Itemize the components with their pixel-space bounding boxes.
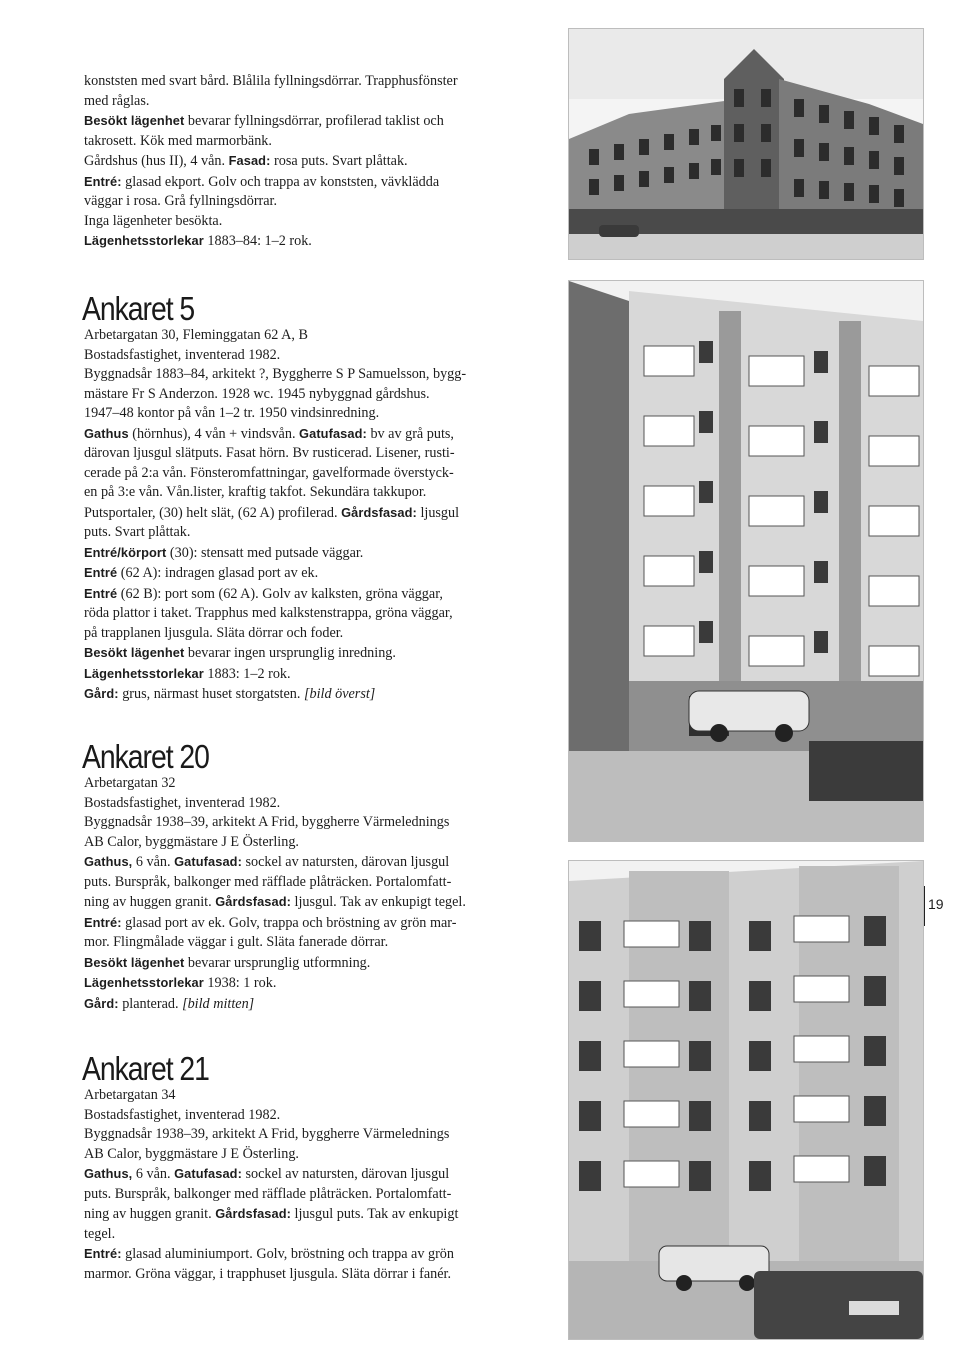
label: Besökt lägenhet	[84, 954, 185, 970]
text: glasad aluminiumport. Golv, bröstning och trappa av grön	[121, 1246, 454, 1262]
label: Lägenhetsstorlekar	[84, 665, 204, 681]
text: sockel av natursten, därovan ljusgul	[241, 1166, 450, 1182]
text-line: Arbetargatan 34	[84, 1087, 176, 1103]
text-line	[84, 1204, 522, 1225]
text-line	[84, 1244, 522, 1265]
text: ljusgul puts. Tak av enkupigt	[291, 1206, 459, 1222]
label: Gatufasad:	[299, 425, 367, 441]
label: Gårdsfasad:	[215, 1206, 291, 1221]
text-line: mästare Fr S Anderzon. 1928 wc. 1945 nybyggnad gårdshus.	[84, 385, 430, 402]
text-line	[84, 1164, 522, 1185]
section-body-ankaret-20	[84, 774, 522, 1014]
text: glasad ekport. Golv och trappa av konststen, vävklädda	[121, 173, 440, 190]
text: bevarar fyllningsdörrar, profilerad taklist och	[184, 113, 444, 129]
label: Gård:	[84, 995, 119, 1011]
text-line: Inga lägenheter besökta.	[84, 212, 223, 229]
text-line	[84, 892, 522, 913]
text-line: därovan ljusgul slätputs. Fasat hörn. Bv rusticerad. Lisener, rusti-	[84, 445, 455, 461]
text: (hörnhus), 4 vån + vindsvån.	[128, 425, 300, 442]
label: Entré	[84, 585, 118, 601]
photo-functionalist-building-1-image	[569, 281, 923, 841]
text-line	[84, 172, 522, 193]
text-line: puts. Burspråk, balkonger med räfflade plåträcken. Portalomfatt-	[84, 873, 452, 890]
text-line: Arbetargatan 30, Fleminggatan 62 A, B	[84, 327, 308, 343]
text-line: AB Calor, byggmästare J E Österling.	[84, 833, 299, 850]
text-line	[84, 584, 522, 605]
text-line: Bostadsfastighet, inventerad 1982.	[84, 794, 281, 811]
text-line	[84, 231, 522, 252]
text-line	[84, 643, 522, 664]
text-line: Bostadsfastighet, inventerad 1982.	[84, 1106, 281, 1123]
text-line	[84, 503, 522, 524]
text: planterad.	[118, 995, 183, 1012]
text-line	[84, 953, 522, 974]
section-heading-ankaret-20: Ankaret 20	[82, 738, 209, 775]
text: ning av huggen granit.	[84, 894, 216, 910]
photo-corner-building	[568, 28, 924, 260]
text-line: med råglas.	[84, 92, 150, 109]
label: Gårdsfasad:	[341, 504, 417, 520]
photo-functionalist-building-2-image	[569, 861, 923, 1339]
text-line: cerade på 2:a vån. Fönsteromfattningar, gavelformade överstyck-	[84, 464, 454, 481]
text: ljusgul. Tak av enkupigt tegel.	[291, 894, 466, 910]
photo-corner-building-image	[569, 29, 923, 259]
text-line: marmor. Gröna väggar, i trapphuset ljusgula. Släta dörrar i fanér.	[84, 1265, 452, 1282]
label: Gatufasad:	[174, 854, 242, 869]
text-line	[84, 852, 522, 873]
label: Entré:	[84, 1246, 122, 1261]
page-number: 19	[928, 896, 944, 912]
label: Gathus,	[84, 1166, 133, 1181]
text-line: Byggnadsår 1938–39, arkitekt A Frid, byggherre Värmelednings	[84, 1126, 450, 1142]
text: bevarar ingen ursprunglig inredning.	[184, 645, 396, 661]
section-body-ankaret-21	[84, 1086, 522, 1284]
text-line: väggar i rosa. Grå fyllningsdörrar.	[84, 193, 278, 209]
text-line	[84, 994, 522, 1015]
label: Entré:	[84, 173, 122, 189]
label: Gårdsfasad:	[215, 894, 291, 909]
text: glasad port av ek. Golv, trappa och bröstning av grön mar-	[121, 914, 457, 931]
text: 6 vån.	[132, 854, 175, 870]
text-line: en på 3:e vån. Vån.lister, kraftig takfot. Sekundära takkupor.	[84, 484, 427, 500]
section-heading-ankaret-5: Ankaret 5	[82, 290, 195, 327]
text: (30): stensatt med putsade väggar.	[166, 544, 364, 561]
continued-text-block	[84, 72, 522, 252]
text: 1883–84: 1–2 rok.	[203, 233, 312, 249]
image-reference: [bild mitten]	[182, 995, 255, 1012]
text: bevarar ursprunglig utformning.	[184, 954, 371, 971]
label: Fasad:	[228, 153, 271, 168]
label: Entré:	[84, 914, 122, 930]
text: grus, närmast huset storgatsten.	[118, 686, 304, 702]
label: Gathus	[84, 425, 129, 441]
text-line	[84, 424, 522, 445]
photo-functionalist-building-1	[568, 280, 924, 842]
label: Lägenhetsstorlekar	[84, 975, 204, 990]
label: Gård:	[84, 686, 119, 701]
section-body-ankaret-5	[84, 326, 522, 705]
label: Lägenhetsstorlekar	[84, 233, 204, 248]
text: (62 B): port som (62 A). Golv av kalksten, gröna väggar,	[117, 585, 443, 602]
text-line	[84, 563, 522, 584]
text: (62 A): indragen glasad port av ek.	[117, 565, 319, 581]
text-line: 1947–48 kontor på vån 1–2 tr. 1950 vindsinredning.	[84, 405, 380, 421]
text-line: Byggnadsår 1883–84, arkitekt ?, Byggherre S P Samuelsson, bygg-	[84, 366, 467, 382]
text: sockel av natursten, därovan ljusgul	[241, 854, 450, 870]
text: 1883: 1–2 rok.	[203, 665, 291, 682]
text-line	[84, 684, 522, 705]
image-reference: [bild överst]	[303, 686, 376, 702]
text-line	[84, 664, 522, 685]
text-line	[84, 973, 522, 994]
text-line	[84, 151, 522, 172]
text-line: röda plattor i taket. Trapphus med kalkstenstrappa, gröna väggar,	[84, 605, 453, 621]
text: Gårdshus (hus II), 4 vån.	[84, 153, 229, 169]
label: Gathus,	[84, 854, 133, 869]
page-number-rule	[924, 886, 925, 926]
label: Besökt lägenhet	[84, 113, 185, 128]
photo-functionalist-building-2	[568, 860, 924, 1340]
text: ning av huggen granit.	[84, 1206, 216, 1222]
text: rosa puts. Svart plåttak.	[270, 153, 408, 169]
text: Putsportaler, (30) helt slät, (62 A) profilerad.	[84, 504, 342, 521]
text-line	[84, 543, 522, 564]
text: ljusgul	[416, 504, 460, 521]
text-line: Byggnadsår 1938–39, arkitekt A Frid, byggherre Värmelednings	[84, 814, 450, 830]
text-line	[84, 913, 522, 934]
label: Entré	[84, 565, 118, 580]
text: 6 vån.	[132, 1166, 175, 1182]
text-line: takrosett. Kök med marmorbänk.	[84, 132, 272, 149]
text-line: Arbetargatan 32	[84, 775, 176, 791]
text-line: på trapplanen ljusgula. Släta dörrar och foder.	[84, 624, 344, 641]
text-line: konststen med svart bård. Blålila fyllningsdörrar. Trapphusfönster	[84, 73, 458, 89]
text-line: mor. Flingmålade väggar i gult. Släta fanerade dörrar.	[84, 934, 389, 950]
label: Gatufasad:	[174, 1166, 242, 1181]
text-line: AB Calor, byggmästare J E Österling.	[84, 1145, 299, 1162]
text-line: puts. Svart plåttak.	[84, 524, 191, 540]
text-line: puts. Burspråk, balkonger med räfflade plåträcken. Portalomfatt-	[84, 1185, 452, 1202]
text-line: Bostadsfastighet, inventerad 1982.	[84, 346, 281, 363]
text-line: tegel.	[84, 1225, 116, 1242]
text: bv av grå puts,	[366, 425, 454, 442]
section-heading-ankaret-21: Ankaret 21	[82, 1050, 209, 1087]
label: Besökt lägenhet	[84, 645, 185, 660]
label: Entré/körport	[84, 544, 167, 560]
text: 1938: 1 rok.	[203, 975, 277, 991]
text-line	[84, 111, 522, 132]
